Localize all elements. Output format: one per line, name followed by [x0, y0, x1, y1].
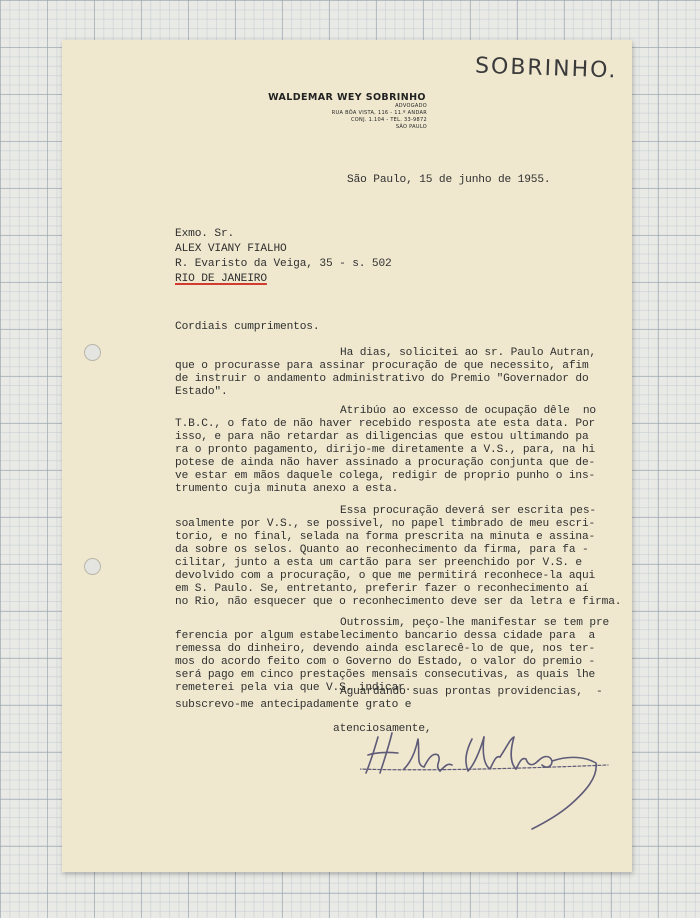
body-line: de instruir o andamento administrativo do Premio "Governador do	[175, 373, 589, 385]
body-line: trumento cuja minuta anexo a esta.	[175, 483, 399, 495]
body-line: subscrevo-me antecipadamente grato e	[175, 699, 412, 711]
body-line: mos do acordo feito com o Governo do Estado, o valor do premio -	[175, 656, 596, 668]
body-line: Ha dias, solicitei ao sr. Paulo Autran,	[340, 347, 596, 359]
punch-hole-top	[84, 344, 101, 361]
recipient-name: ALEX VIANY FIALHO	[175, 243, 287, 255]
body-line: devolvido com a procuração, o que me permitirá reconhece-la aqui	[175, 570, 596, 582]
body-line: torio, e no final, selada na forma prescrita na minuta e assina-	[175, 531, 596, 543]
letterhead	[262, 92, 432, 131]
body-line: soalmente por V.S., se possivel, no papel timbrado de meu escri-	[175, 518, 596, 530]
body-line: que o procurasse para assinar procuração de que necessito, afim	[175, 360, 589, 372]
punch-hole-bottom	[84, 558, 101, 575]
handwritten-signature	[360, 725, 610, 835]
closing: atenciosamente,	[333, 723, 432, 735]
body-line: remessa do dinheiro, devendo ainda esclarecê-lo de que, nos ter-	[175, 643, 596, 655]
pencil-note: SOBRINHO.	[474, 53, 618, 84]
body-line: T.B.C., o fato de não haver recebido resposta ate esta data. Por	[175, 418, 596, 430]
letterhead-name: WALDEMAR WEY SOBRINHO	[268, 92, 426, 103]
body-line: ve estar em mãos daquele colega, redigir de proprio punho o ins-	[175, 470, 596, 482]
date-line: São Paulo, 15 de junho de 1955.	[347, 174, 551, 186]
recipient-salutation: Exmo. Sr.	[175, 228, 235, 240]
body-line: potese de ainda não haver assinado a procuração conjunta que de-	[175, 457, 596, 469]
letterhead-profession: ADVOGADO	[395, 103, 427, 109]
letterhead-contact: CONJ. 1.104 - TEL. 33-9872	[351, 117, 427, 123]
body-line: Aguardando suas prontas providencias, -	[340, 686, 603, 698]
greeting: Cordiais cumprimentos.	[175, 321, 320, 333]
body-line: Estado".	[175, 386, 228, 398]
body-line: em S. Paulo. Se, entretanto, preferir fazer o reconhecimento aí	[175, 583, 589, 595]
body-line: cilitar, junto a esta um cartão para ser preenchido por V.S. e	[175, 557, 582, 569]
body-line: da sobre os selos. Quanto ao reconhecimento da firma, para fa -	[175, 544, 589, 556]
body-line: Essa procuração deverá ser escrita pes-	[340, 505, 596, 517]
body-line: Outrossim, peço-lhe manifestar se tem pre	[340, 617, 610, 629]
letterhead-city: SÃO PAULO	[395, 124, 427, 130]
body-line: ra o pronto pagamento, dirijo-me diretamente a V.S., para, na hi	[175, 444, 596, 456]
body-line: será pago em cinco prestações mensais consecutivas, as quais lhe	[175, 669, 596, 681]
body-line: isso, e para não retardar as diligencias que estou ultimando pa	[175, 431, 589, 443]
recipient-city: RIO DE JANEIRO	[175, 273, 267, 285]
body-line: ferencia por algum estabelecimento bancario dessa cidade para a	[175, 630, 596, 642]
body-line: Atribúo ao excesso de ocupação dêle no	[340, 405, 596, 417]
body-line: remeterei pela via que V.S. indicar.	[175, 682, 412, 694]
body-line: no Rio, não esquecer que o reconhecimento deve ser da letra e firma.	[175, 596, 622, 608]
letterhead-address: RUA BÔA VISTA, 116 - 11.º ANDAR	[331, 110, 427, 116]
recipient-street: R. Evaristo da Veiga, 35 - s. 502	[175, 258, 392, 270]
